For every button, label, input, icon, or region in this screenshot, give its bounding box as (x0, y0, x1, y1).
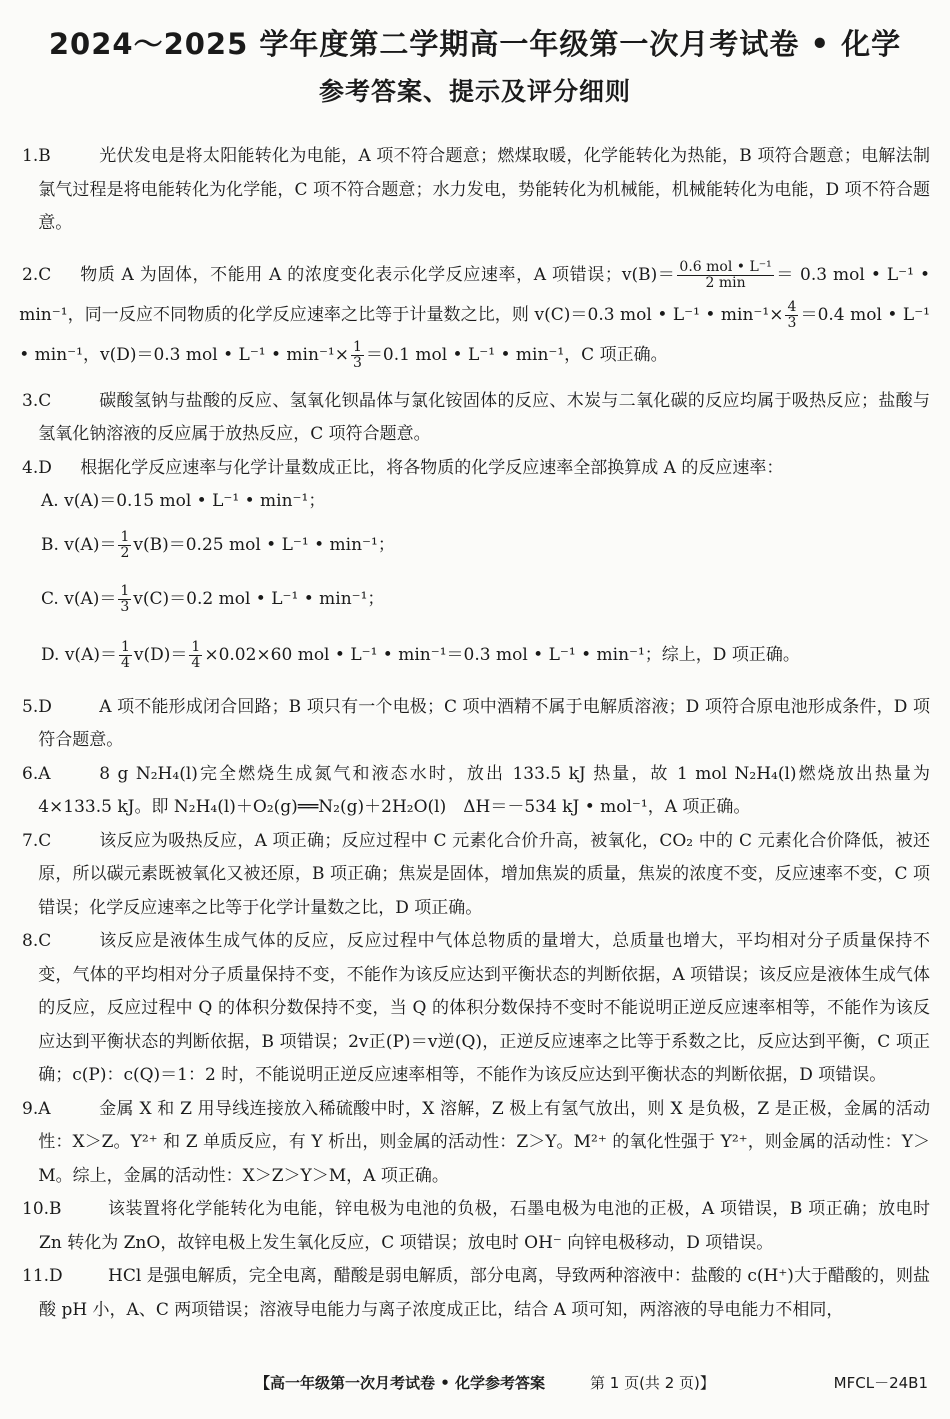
item-explanation: 根据化学反应速率与化学计量数成正比，将各物质的化学反应速率全部换算成 A 的反应速率： (80, 457, 784, 478)
item-answer: A (38, 1098, 51, 1119)
footer-title: 【高一年级第一次月考试卷 • 化学参考答案 (255, 1374, 546, 1392)
answer-item-1 (22, 140, 930, 241)
item-answer: B (38, 146, 51, 166)
item-explanation: 光伏发电是将太阳能转化为电能，A 项不符合题意；燃煤取暖，化学能转化为热能，B 项符合题意；电解法制氯气过程是将电能转化为化学能，C 项不符合题意；水力发电，势能转化为机械能，机械能转化为电能，D 项不符合题意。 (38, 146, 930, 233)
option-text: v(B)＝0.25 mol • L⁻¹ • min⁻¹； (133, 534, 395, 555)
fraction-denominator: 2 min (705, 274, 746, 291)
answer-item-4 (22, 452, 930, 486)
explanation-text: × (769, 304, 784, 325)
item-number: 1. (22, 146, 39, 166)
item-explanation: 该装置将化学能转化为电能，锌电极为电池的负极，石墨电极为电池的正极，A 项错误，B 项正确；放电时 Zn 转化为 ZnO，故锌电极上发生氧化反应，C 项错误；放电时 OH⁻ 向锌电极移动，D 项错误。 (39, 1199, 930, 1253)
item-number: 4. (22, 457, 39, 478)
option-line-b (22, 519, 930, 571)
answer-item-8 (22, 925, 930, 1093)
explanation-text: ＝0.1 mol • L⁻¹ • min⁻¹，C 项正确。 (365, 344, 668, 365)
option-text: B. v(A)＝ (41, 534, 117, 555)
answer-item-6 (22, 758, 930, 825)
item-explanation: 8 g N₂H₄(l)完全燃烧生成氮气和液态水时，放出 133.5 kJ 热量，故 1 mol N₂H₄(l)燃烧放出热量为 4×133.5 kJ。即 N₂H₄(l)＋O₂(g)══N₂(g)＋2H₂O(l) ΔH＝－534 kJ • mol⁻¹，A 项正确。 (38, 763, 930, 817)
item-answer: A (38, 763, 51, 784)
fraction-numerator: 4 (787, 298, 797, 315)
answer-list (19, 140, 930, 1327)
answer-item-3 (22, 385, 930, 452)
item-answer: C (38, 931, 52, 951)
item-number: 11. (22, 1266, 50, 1286)
item-answer: C (38, 390, 52, 411)
answer-item-7 (22, 825, 930, 926)
fraction (677, 260, 773, 291)
answer-item-10 (22, 1193, 930, 1260)
explanation-text: ＝ 0.3 mol • L⁻¹ • min⁻¹，同一反应不同物质的化学反应速率之比等于计量数之比，则 v(C)＝0.3 mol • L⁻¹ • min⁻¹ (19, 264, 930, 325)
option-line-d (22, 627, 930, 683)
item-explanation: 金属 X 和 Z 用导线连接放入稀硫酸中时，X 溶解，Z 极上有氢气放出，则 X 是负极，Z 是正极，金属的活动性：X＞Z。Y²⁺ 和 Z 单质反应，有 Y 析出，则金属的活动性：Z＞Y。M²⁺ 的氧化性强于 Y²⁺，则金属的活动性：Y＞M。综上，金属的活动性：X＞Z＞Y＞M，A 项正确。 (38, 1098, 930, 1186)
option-text: D. v(A)＝ (41, 644, 117, 665)
fraction-denominator: 3 (120, 598, 130, 615)
answer-item-5 (22, 691, 930, 758)
item-explanation: HCl 是强电解质，完全电离，醋酸是弱电解质，部分电离，导致两种溶液中：盐酸的 c(H⁺)大于醋酸的，则盐酸 pH 小，A、C 两项错误；溶液导电能力与离子浓度成正比，结合 A 项可知，两溶液的导电能力不相同， (39, 1266, 930, 1320)
footer-code: MFCL－24B1 (833, 1374, 928, 1392)
item-answer: D (38, 457, 52, 478)
item-explanation: 碳酸氢钠与盐酸的反应、氢氧化钡晶体与氯化铵固体的反应、木炭与二氧化碳的反应均属于吸热反应；盐酸与氢氧化钠溶液的反应属于放热反应，C 项符合题意。 (38, 390, 930, 444)
answer-item-2 (19, 255, 930, 375)
item-number: 9. (22, 1098, 39, 1119)
fraction (785, 300, 798, 331)
item-number: 2. (22, 264, 39, 285)
item-answer: B (49, 1199, 62, 1219)
item-answer: C (38, 264, 52, 285)
option-text: v(D)＝ (133, 644, 188, 665)
item-number: 5. (22, 696, 39, 717)
item-number: 3. (22, 390, 39, 411)
fraction-denominator: 3 (352, 354, 362, 371)
fraction-numerator: 1 (120, 582, 130, 599)
page-subtitle: 参考答案、提示及评分细则 (318, 77, 631, 106)
fraction-numerator: 1 (352, 338, 362, 355)
fraction-denominator: 4 (191, 654, 201, 671)
fraction (351, 340, 364, 371)
item-answer: D (38, 696, 52, 717)
option-line-a: A. v(A)＝0.15 mol • L⁻¹ • min⁻¹； (41, 491, 326, 511)
item-answer: D (49, 1266, 63, 1286)
fraction-denominator: 2 (120, 544, 130, 561)
fraction (118, 584, 131, 615)
explanation-text: 物质 A 为固体，不能用 A 的浓度变化表示化学反应速率，A 项错误；v(B)＝ (80, 264, 676, 285)
fraction-numerator: 1 (191, 638, 201, 655)
fraction-numerator: 1 (120, 528, 130, 545)
item-answer: C (38, 830, 52, 851)
item-explanation: A 项不能形成闭合回路；B 项只有一个电极；C 项中酒精不属于电解质溶液；D 项符合原电池形成条件，D 项符合题意。 (38, 696, 930, 750)
item-explanation: 该反应为吸热反应，A 项正确；反应过程中 C 元素化合价升高，被氧化，CO₂ 中的 C 元素化合价降低，被还原，所以碳元素既被氧化又被还原，B 项正确；焦炭是固体，增加焦炭的质量，焦炭的浓度不变，反应速率不变，C 项错误；化学反应速率之比等于化学计量数之比，D 项正确。 (38, 830, 930, 918)
item-number: 7. (22, 830, 39, 851)
option-text: C. v(A)＝ (41, 588, 117, 609)
option-text: ×0.02×60 mol • L⁻¹ • min⁻¹＝0.3 mol • L⁻¹ • min⁻¹；综上，D 项正确。 (204, 644, 800, 665)
option-text: v(C)＝0.2 mol • L⁻¹ • min⁻¹； (133, 588, 385, 609)
fraction-numerator: 0.6 mol • L⁻¹ (679, 258, 772, 275)
explanation-text: ＝0.4 mol • L⁻¹ • min⁻¹，v(D)＝0.3 mol • L⁻¹ • min⁻¹× (19, 304, 930, 365)
item-number: 6. (22, 763, 39, 784)
fraction (118, 530, 131, 561)
footer-page-number: 第 1 页(共 2 页)】 (590, 1374, 715, 1392)
fraction-denominator: 4 (120, 654, 130, 671)
item-explanation (19, 255, 930, 375)
item-explanation: 该反应是液体生成气体的反应，反应过程中气体总物质的量增大，总质量也增大，平均相对分子质量保持不变，气体的平均相对分子质量保持不变，不能作为该反应达到平衡状态的判断依据，A 项错误；该反应是液体生成气体的反应，反应过程中 Q 的体积分数保持不变，当 Q 的体积分数保持不变时不能说明正逆反应速率相等，不能作为该反应达到平衡状态的判断依据，B 项错误；2v正(P)＝v逆(Q)，正逆反应速率之比等于系数之比，反应达到平衡，C 项正确；c(P)：c(Q)＝1：2 时，不能说明正逆反应速率相等，不能作为该反应达到平衡状态的判断依据，D 项错误。 (38, 931, 930, 1085)
answer-item-9 (22, 1093, 930, 1194)
fraction (189, 640, 202, 671)
page-title: 2024～2025 学年度第二学期高一年级第一次月考试卷 • 化学 (48, 27, 902, 61)
fraction-denominator: 3 (787, 314, 797, 331)
option-line-c (22, 571, 930, 627)
answer-item-11 (22, 1260, 930, 1327)
item-number: 10. (22, 1199, 50, 1219)
fraction (119, 640, 132, 671)
item-number: 8. (22, 931, 39, 951)
fraction-numerator: 1 (120, 638, 130, 655)
